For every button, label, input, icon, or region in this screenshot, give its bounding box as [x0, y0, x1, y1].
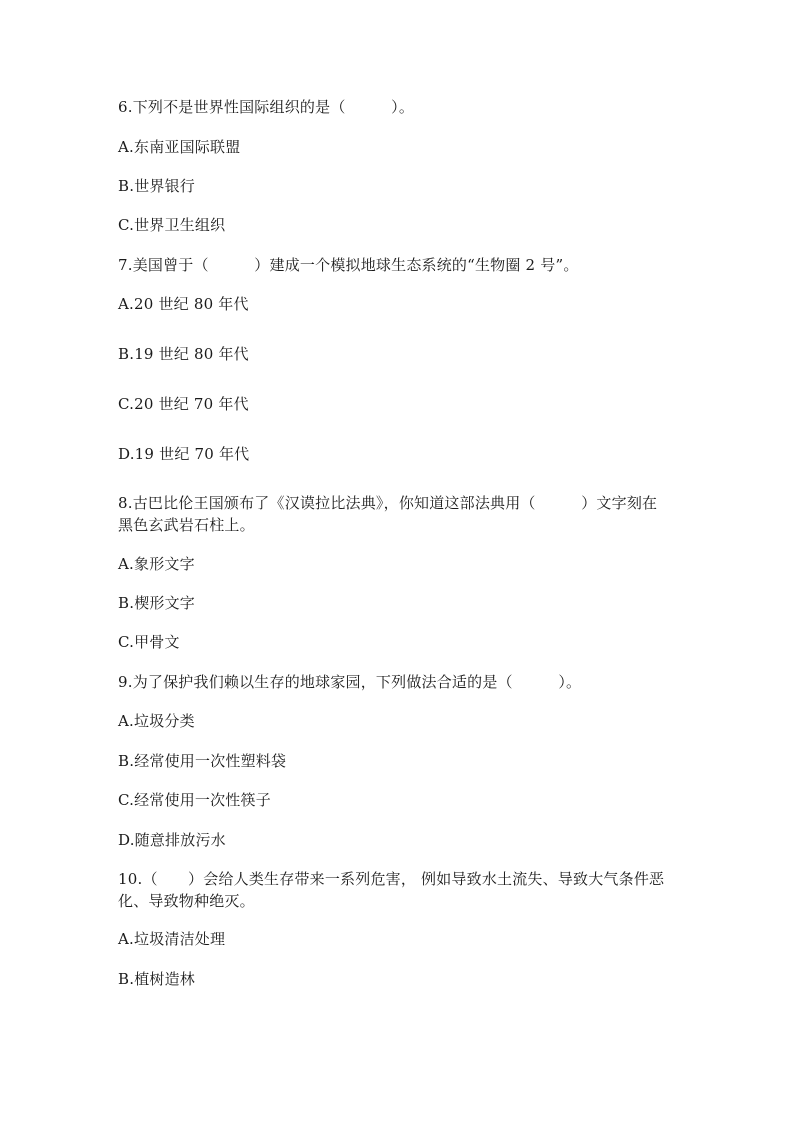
question-9-option-c: C.经常使用一次性筷子	[118, 791, 271, 809]
question-6-option-a: A.东南亚国际联盟	[118, 138, 241, 156]
question-10-option-a: A.垃圾清洁处理	[118, 930, 226, 948]
question-6-stem: 6.下列不是世界性国际组织的是（ ）。	[118, 98, 415, 116]
question-7-option-a: A.20 世纪 80 年代	[118, 295, 249, 313]
question-7-stem: 7.美国曾于（ ）建成一个模拟地球生态系统的“生物圈 2 号”。	[118, 256, 579, 274]
question-9-option-a: A.垃圾分类	[118, 712, 195, 730]
question-9-option-d: D.随意排放污水	[118, 831, 226, 849]
question-7-option-d: D.19 世纪 70 年代	[118, 445, 250, 463]
question-10-stem: 10.（ ）会给人类生存带来一系列危害， 例如导致水土流失、导致大气条件恶化、导致物种绝灭。	[118, 870, 665, 910]
question-8-option-a: A.象形文字	[118, 555, 195, 573]
question-8-option-c: C.甲骨文	[118, 633, 180, 651]
question-8-stem: 8.古巴比伦王国颁布了《汉谟拉比法典》，你知道这部法典用（ ）文字刻在黑色玄武岩石柱上。	[118, 494, 658, 534]
question-10-option-b: B.植树造林	[118, 970, 195, 988]
question-6-option-c: C.世界卫生组织	[118, 216, 226, 234]
question-9-stem: 9.为了保护我们赖以生存的地球家园，下列做法合适的是（ ）。	[118, 673, 582, 691]
question-8-option-b: B.楔形文字	[118, 594, 195, 612]
question-9-option-b: B.经常使用一次性塑料袋	[118, 752, 287, 770]
question-7-option-c: C.20 世纪 70 年代	[118, 395, 249, 413]
question-6-option-b: B.世界银行	[118, 177, 195, 195]
question-7-option-b: B.19 世纪 80 年代	[118, 345, 249, 363]
